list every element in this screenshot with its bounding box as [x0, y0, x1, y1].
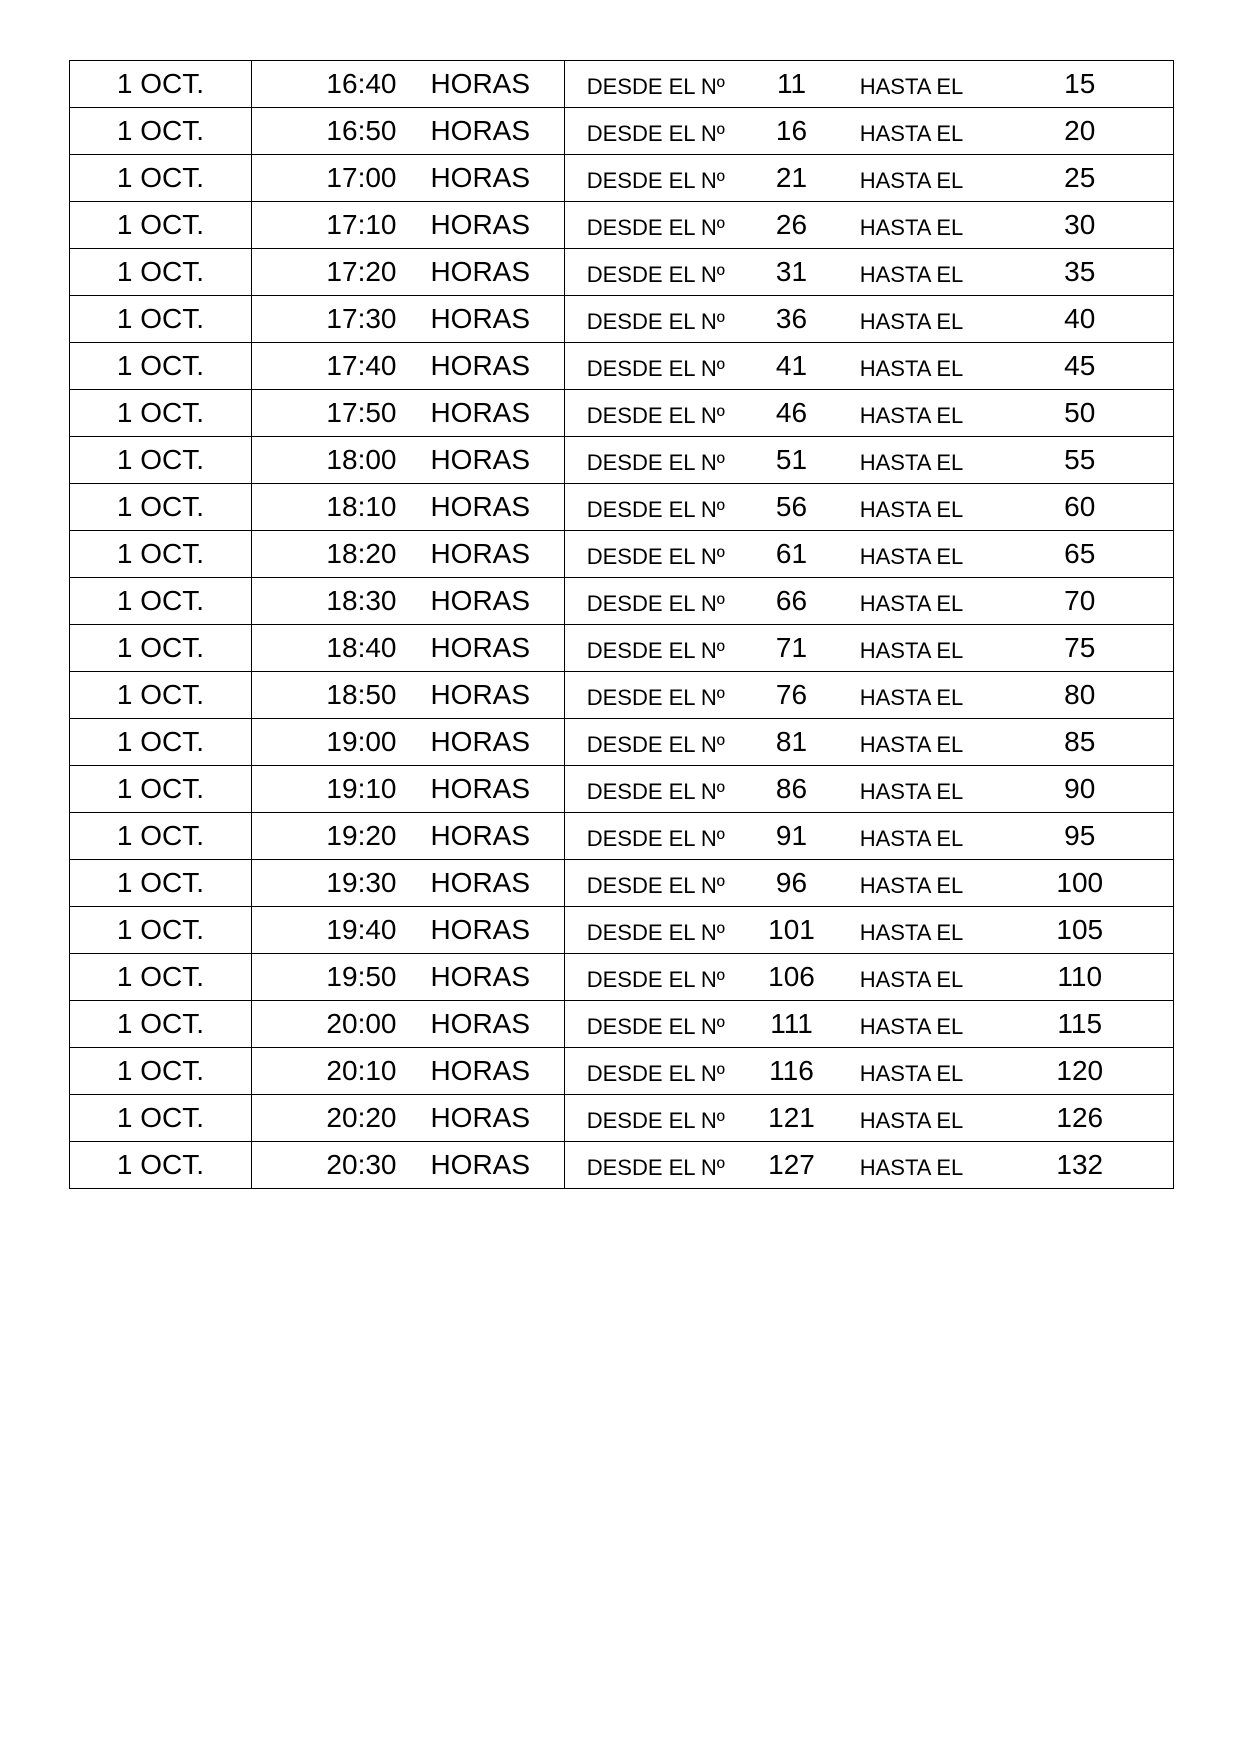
desde-label: DESDE EL Nº: [586, 544, 725, 569]
to-number-cell: 20: [987, 108, 1174, 155]
from-number-cell: 71: [775, 632, 808, 663]
from-number-cell: 46: [775, 397, 808, 428]
desde-label: DESDE EL Nº: [586, 356, 725, 381]
table-row: [70, 390, 1174, 437]
table-row: [70, 813, 1174, 860]
time-cell: 18:40: [326, 632, 397, 663]
date-cell: 1 OCT.: [70, 249, 252, 296]
table-row: [70, 484, 1174, 531]
time-cell: 19:30: [326, 867, 397, 898]
desde-label: DESDE EL Nº: [586, 168, 725, 193]
from-number-cell: 111: [770, 1008, 813, 1039]
time-cell: 18:10: [326, 491, 397, 522]
hasta-label: HASTA EL: [859, 732, 964, 757]
from-number-cell: 31: [775, 256, 808, 287]
desde-label: DESDE EL Nº: [586, 638, 725, 663]
horas-label: HORAS: [397, 860, 565, 907]
desde-label: DESDE EL Nº: [586, 732, 725, 757]
horas-label: HORAS: [397, 531, 565, 578]
horas-label: HORAS: [397, 1001, 565, 1048]
date-cell: 1 OCT.: [70, 531, 252, 578]
desde-label: DESDE EL Nº: [586, 1108, 725, 1133]
date-cell: 1 OCT.: [70, 390, 252, 437]
date-cell: 1 OCT.: [70, 437, 252, 484]
desde-label: DESDE EL Nº: [586, 591, 725, 616]
from-number-cell: 61: [775, 538, 808, 569]
from-number-cell: 96: [775, 867, 808, 898]
time-cell: 18:50: [326, 679, 397, 710]
to-number-cell: 30: [987, 202, 1174, 249]
time-cell: 17:10: [326, 209, 397, 240]
to-number-cell: 40: [987, 296, 1174, 343]
from-number-cell: 127: [768, 1149, 815, 1180]
hasta-label: HASTA EL: [859, 920, 964, 945]
to-number-cell: 70: [987, 578, 1174, 625]
time-cell: 19:20: [326, 820, 397, 851]
time-cell: 18:30: [326, 585, 397, 616]
hasta-label: HASTA EL: [859, 309, 964, 334]
table-row: [70, 249, 1174, 296]
time-cell: 18:20: [326, 538, 397, 569]
from-number-cell: 11: [776, 68, 807, 99]
table-row: [70, 954, 1174, 1001]
horas-label: HORAS: [397, 907, 565, 954]
to-number-cell: 105: [987, 907, 1174, 954]
date-cell: 1 OCT.: [70, 296, 252, 343]
to-number-cell: 65: [987, 531, 1174, 578]
hasta-label: HASTA EL: [859, 1155, 964, 1180]
time-cell: 17:00: [326, 162, 397, 193]
date-cell: 1 OCT.: [70, 343, 252, 390]
hasta-label: HASTA EL: [859, 1014, 964, 1039]
desde-label: DESDE EL Nº: [586, 74, 725, 99]
from-number-cell: 26: [775, 209, 808, 240]
table-row: [70, 531, 1174, 578]
time-cell: 19:50: [326, 961, 397, 992]
horas-label: HORAS: [397, 155, 565, 202]
to-number-cell: 95: [987, 813, 1174, 860]
horas-label: HORAS: [397, 813, 565, 860]
time-cell: 17:20: [326, 256, 397, 287]
hasta-label: HASTA EL: [859, 544, 964, 569]
table-row: [70, 860, 1174, 907]
table-row: [70, 343, 1174, 390]
to-number-cell: 55: [987, 437, 1174, 484]
to-number-cell: 100: [987, 860, 1174, 907]
horas-label: HORAS: [397, 484, 565, 531]
date-cell: 1 OCT.: [70, 719, 252, 766]
from-number-cell: 121: [768, 1102, 815, 1133]
hasta-label: HASTA EL: [859, 262, 964, 287]
table-row: [70, 155, 1174, 202]
to-number-cell: 15: [987, 61, 1174, 108]
time-cell: 20:30: [326, 1149, 397, 1180]
horas-label: HORAS: [397, 578, 565, 625]
date-cell: 1 OCT.: [70, 1048, 252, 1095]
horas-label: HORAS: [397, 390, 565, 437]
to-number-cell: 126: [987, 1095, 1174, 1142]
table-row: [70, 108, 1174, 155]
time-cell: 19:00: [326, 726, 397, 757]
table-row: [70, 296, 1174, 343]
date-cell: 1 OCT.: [70, 625, 252, 672]
time-cell: 20:10: [326, 1055, 397, 1086]
hasta-label: HASTA EL: [859, 826, 964, 851]
table-row: [70, 578, 1174, 625]
hasta-label: HASTA EL: [859, 450, 964, 475]
hasta-label: HASTA EL: [859, 497, 964, 522]
to-number-cell: 25: [987, 155, 1174, 202]
date-cell: 1 OCT.: [70, 202, 252, 249]
hasta-label: HASTA EL: [859, 121, 964, 146]
horas-label: HORAS: [397, 108, 565, 155]
hasta-label: HASTA EL: [859, 74, 964, 99]
from-number-cell: 116: [769, 1055, 814, 1086]
to-number-cell: 132: [987, 1142, 1174, 1189]
horas-label: HORAS: [397, 719, 565, 766]
from-number-cell: 41: [775, 350, 808, 381]
horas-label: HORAS: [397, 766, 565, 813]
table-row: [70, 766, 1174, 813]
horas-label: HORAS: [397, 625, 565, 672]
hasta-label: HASTA EL: [859, 591, 964, 616]
desde-label: DESDE EL Nº: [586, 920, 725, 945]
to-number-cell: 80: [987, 672, 1174, 719]
to-number-cell: 115: [987, 1001, 1174, 1048]
from-number-cell: 56: [775, 491, 808, 522]
date-cell: 1 OCT.: [70, 766, 252, 813]
date-cell: 1 OCT.: [70, 907, 252, 954]
desde-label: DESDE EL Nº: [586, 121, 725, 146]
hasta-label: HASTA EL: [859, 873, 964, 898]
date-cell: 1 OCT.: [70, 1001, 252, 1048]
table-row: [70, 61, 1174, 108]
from-number-cell: 51: [775, 444, 808, 475]
desde-label: DESDE EL Nº: [586, 779, 725, 804]
table-row: [70, 719, 1174, 766]
horas-label: HORAS: [397, 954, 565, 1001]
to-number-cell: 35: [987, 249, 1174, 296]
desde-label: DESDE EL Nº: [586, 826, 725, 851]
table-row: [70, 202, 1174, 249]
date-cell: 1 OCT.: [70, 672, 252, 719]
hasta-label: HASTA EL: [859, 967, 964, 992]
schedule-table: [69, 60, 1174, 1189]
time-cell: 20:00: [326, 1008, 397, 1039]
to-number-cell: 120: [987, 1048, 1174, 1095]
table-row: [70, 625, 1174, 672]
date-cell: 1 OCT.: [70, 1142, 252, 1189]
date-cell: 1 OCT.: [70, 860, 252, 907]
to-number-cell: 60: [987, 484, 1174, 531]
from-number-cell: 86: [775, 773, 808, 804]
date-cell: 1 OCT.: [70, 954, 252, 1001]
desde-label: DESDE EL Nº: [586, 1061, 725, 1086]
from-number-cell: 66: [775, 585, 808, 616]
hasta-label: HASTA EL: [859, 356, 964, 381]
desde-label: DESDE EL Nº: [586, 403, 725, 428]
time-cell: 20:20: [326, 1102, 397, 1133]
hasta-label: HASTA EL: [859, 638, 964, 663]
to-number-cell: 85: [987, 719, 1174, 766]
desde-label: DESDE EL Nº: [586, 873, 725, 898]
desde-label: DESDE EL Nº: [586, 1155, 725, 1180]
date-cell: 1 OCT.: [70, 108, 252, 155]
to-number-cell: 90: [987, 766, 1174, 813]
table-row: [70, 1048, 1174, 1095]
time-cell: 18:00: [326, 444, 397, 475]
horas-label: HORAS: [397, 672, 565, 719]
horas-label: HORAS: [397, 343, 565, 390]
desde-label: DESDE EL Nº: [586, 215, 725, 240]
schedule-body: [70, 61, 1174, 1189]
date-cell: 1 OCT.: [70, 484, 252, 531]
table-row: [70, 907, 1174, 954]
date-cell: 1 OCT.: [70, 813, 252, 860]
time-cell: 17:50: [326, 397, 397, 428]
hasta-label: HASTA EL: [859, 1061, 964, 1086]
time-cell: 17:30: [326, 303, 397, 334]
from-number-cell: 106: [768, 961, 815, 992]
from-number-cell: 81: [775, 726, 808, 757]
time-cell: 16:50: [326, 115, 397, 146]
from-number-cell: 91: [775, 820, 808, 851]
hasta-label: HASTA EL: [859, 685, 964, 710]
date-cell: 1 OCT.: [70, 155, 252, 202]
desde-label: DESDE EL Nº: [586, 309, 725, 334]
desde-label: DESDE EL Nº: [586, 262, 725, 287]
hasta-label: HASTA EL: [859, 403, 964, 428]
from-number-cell: 21: [775, 162, 808, 193]
horas-label: HORAS: [397, 1142, 565, 1189]
to-number-cell: 45: [987, 343, 1174, 390]
horas-label: HORAS: [397, 61, 565, 108]
table-row: [70, 1142, 1174, 1189]
date-cell: 1 OCT.: [70, 61, 252, 108]
date-cell: 1 OCT.: [70, 578, 252, 625]
horas-label: HORAS: [397, 202, 565, 249]
to-number-cell: 75: [987, 625, 1174, 672]
desde-label: DESDE EL Nº: [586, 450, 725, 475]
time-cell: 16:40: [326, 68, 397, 99]
horas-label: HORAS: [397, 1095, 565, 1142]
date-cell: 1 OCT.: [70, 1095, 252, 1142]
time-cell: 19:10: [326, 773, 397, 804]
horas-label: HORAS: [397, 437, 565, 484]
hasta-label: HASTA EL: [859, 168, 964, 193]
from-number-cell: 76: [775, 679, 808, 710]
from-number-cell: 16: [775, 115, 808, 146]
time-cell: 19:40: [326, 914, 397, 945]
table-row: [70, 672, 1174, 719]
time-cell: 17:40: [326, 350, 397, 381]
from-number-cell: 101: [768, 914, 815, 945]
horas-label: HORAS: [397, 1048, 565, 1095]
horas-label: HORAS: [397, 249, 565, 296]
desde-label: DESDE EL Nº: [586, 967, 725, 992]
horas-label: HORAS: [397, 296, 565, 343]
hasta-label: HASTA EL: [859, 1108, 964, 1133]
hasta-label: HASTA EL: [859, 779, 964, 804]
hasta-label: HASTA EL: [859, 215, 964, 240]
to-number-cell: 110: [987, 954, 1174, 1001]
to-number-cell: 50: [987, 390, 1174, 437]
table-row: [70, 437, 1174, 484]
table-row: [70, 1001, 1174, 1048]
desde-label: DESDE EL Nº: [586, 685, 725, 710]
desde-label: DESDE EL Nº: [586, 1014, 725, 1039]
desde-label: DESDE EL Nº: [586, 497, 725, 522]
from-number-cell: 36: [775, 303, 808, 334]
table-row: [70, 1095, 1174, 1142]
